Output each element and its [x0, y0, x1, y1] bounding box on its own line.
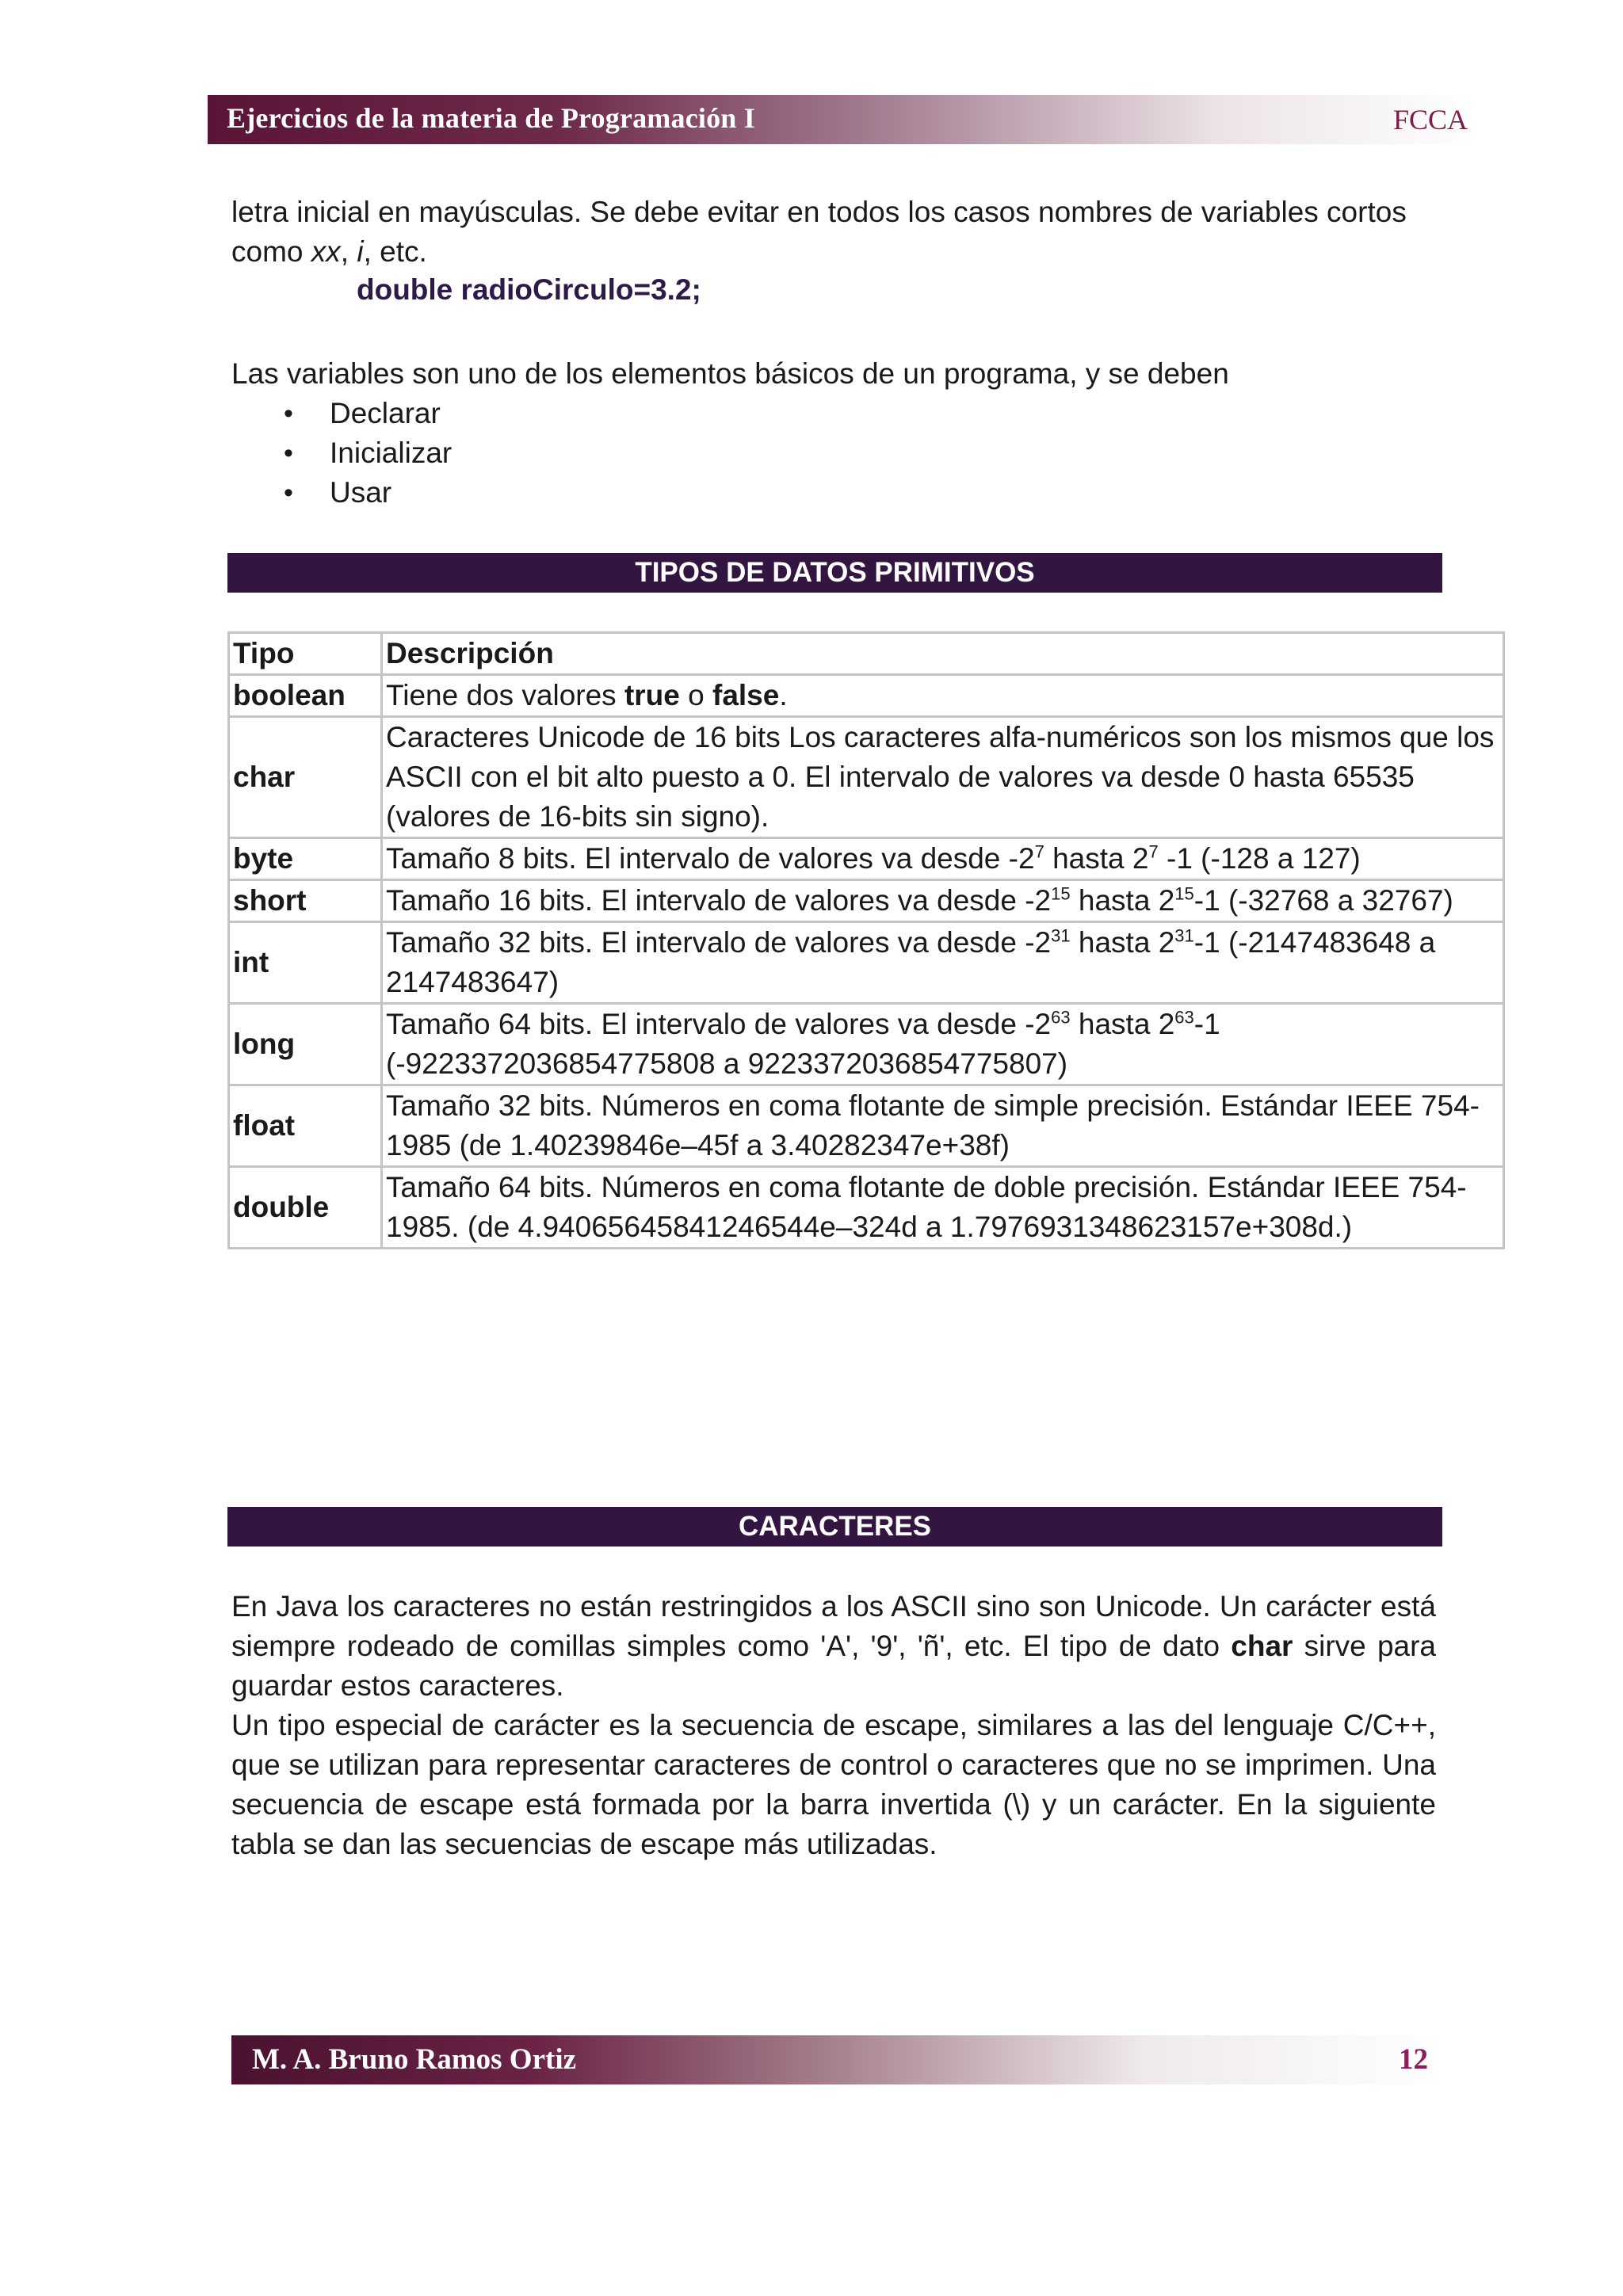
intro-paragraph — [231, 193, 1436, 272]
list-item: • Inicializar — [231, 433, 452, 473]
description-cell: Caracteres Unicode de 16 bits Los caracteres alfa-numéricos son los mismos que los ASCII con el bit alto puesto a 0. El intervalo de valores va desde 0 hasta 65535 (valores de 16-bits sin signo). — [382, 717, 1504, 838]
type-cell: float — [229, 1085, 382, 1167]
variables-paragraph: Las variables son uno de los elementos básicos de un programa, y se deben — [231, 357, 1229, 390]
table-row — [229, 1085, 1504, 1167]
intro-line-1: letra inicial en mayúsculas. Se debe evitar en todos los casos nombres de variables cortos — [231, 196, 1407, 228]
header-institution: FCCA — [1392, 104, 1468, 135]
footer-author: M. A. Bruno Ramos Ortiz — [252, 2043, 577, 2076]
table-row — [229, 838, 1504, 880]
primitive-types-table — [227, 631, 1505, 1249]
description-cell: Tamaño 32 bits. El intervalo de valores va desde $-2^{31}$ hasta $2^{31}-1$ (-2147483648 a 2147483647) — [382, 922, 1504, 1004]
header-cell-tipo: Tipo — [229, 633, 382, 675]
caracteres-paragraph-1: En Java los caracteres no están restringidos a los ASCII sino son Unicode. Un carácter está siempre rodeado de comillas simples como 'A', '9', 'ñ', etc. El tipo de dato char sirve para guardar estos caracteres. — [231, 1590, 1437, 1702]
description-cell: Tamaño 64 bits. Números en coma flotante de doble precisión. Estándar IEEE 754-1985. (de 4.94065645841246544e–324d a 1.7976931348623157e+308d.) — [382, 1167, 1504, 1249]
header-cell-descripcion: Descripción — [382, 633, 1504, 675]
description-cell: Tamaño 32 bits. Números en coma flotante de simple precisión. Estándar IEEE 754-1985 (de 1.40239846e–45f a 3.40282347e+38f) — [382, 1085, 1504, 1167]
intro-line-2: como xx, i, etc. — [231, 235, 427, 268]
variables-bullet-list — [231, 394, 452, 513]
section-heading-tipos: TIPOS DE DATOS PRIMITIVOS — [227, 553, 1442, 593]
page-number: 12 — [1399, 2043, 1428, 2076]
type-cell: double — [229, 1167, 382, 1249]
table-row — [229, 675, 1504, 717]
list-item: • Usar — [231, 473, 452, 513]
table-row — [229, 880, 1504, 922]
list-item: • Declarar — [231, 394, 452, 433]
caracteres-paragraph-2: Un tipo especial de carácter es la secuencia de escape, similares a las del lenguaje C/C++, que se utilizan para representar caracteres de control o caracteres que no se imprimen. Una secuencia de escape está formada por la barra invertida (\) y un carácter. En la siguiente tabla se dan las secuencias de escape más utilizadas. — [231, 1709, 1436, 1860]
table-row — [229, 922, 1504, 1004]
table-header-row — [229, 633, 1504, 675]
description-cell: Tamaño 16 bits. El intervalo de valores va desde $-2^{15}$ hasta $2^{15}-1$ (-32768 a 32767) — [382, 880, 1504, 922]
type-cell: byte — [229, 838, 382, 880]
type-cell: char — [229, 717, 382, 838]
description-cell: Tamaño 8 bits. El intervalo de valores va desde $-2^7$ hasta $2^7$ -1 (-128 a 127) — [382, 838, 1504, 880]
table-row — [229, 717, 1504, 838]
section-heading-caracteres: CARACTERES — [227, 1507, 1442, 1547]
type-cell: short — [229, 880, 382, 922]
type-cell: int — [229, 922, 382, 1004]
table-row — [229, 1167, 1504, 1249]
header-title: Ejercicios de la materia de Programación I — [227, 102, 755, 134]
type-cell: boolean — [229, 675, 382, 717]
table-row — [229, 1004, 1504, 1085]
description-cell: Tamaño 64 bits. El intervalo de valores va desde $-2^{63}$ hasta $2^{63}-1$ (-9223372036854775808 a 9223372036854775807) — [382, 1004, 1504, 1085]
code-example: double radioCirculo=3.2; — [357, 273, 701, 306]
type-cell: long — [229, 1004, 382, 1085]
description-cell: Tiene dos valores true o false. — [382, 675, 1504, 717]
